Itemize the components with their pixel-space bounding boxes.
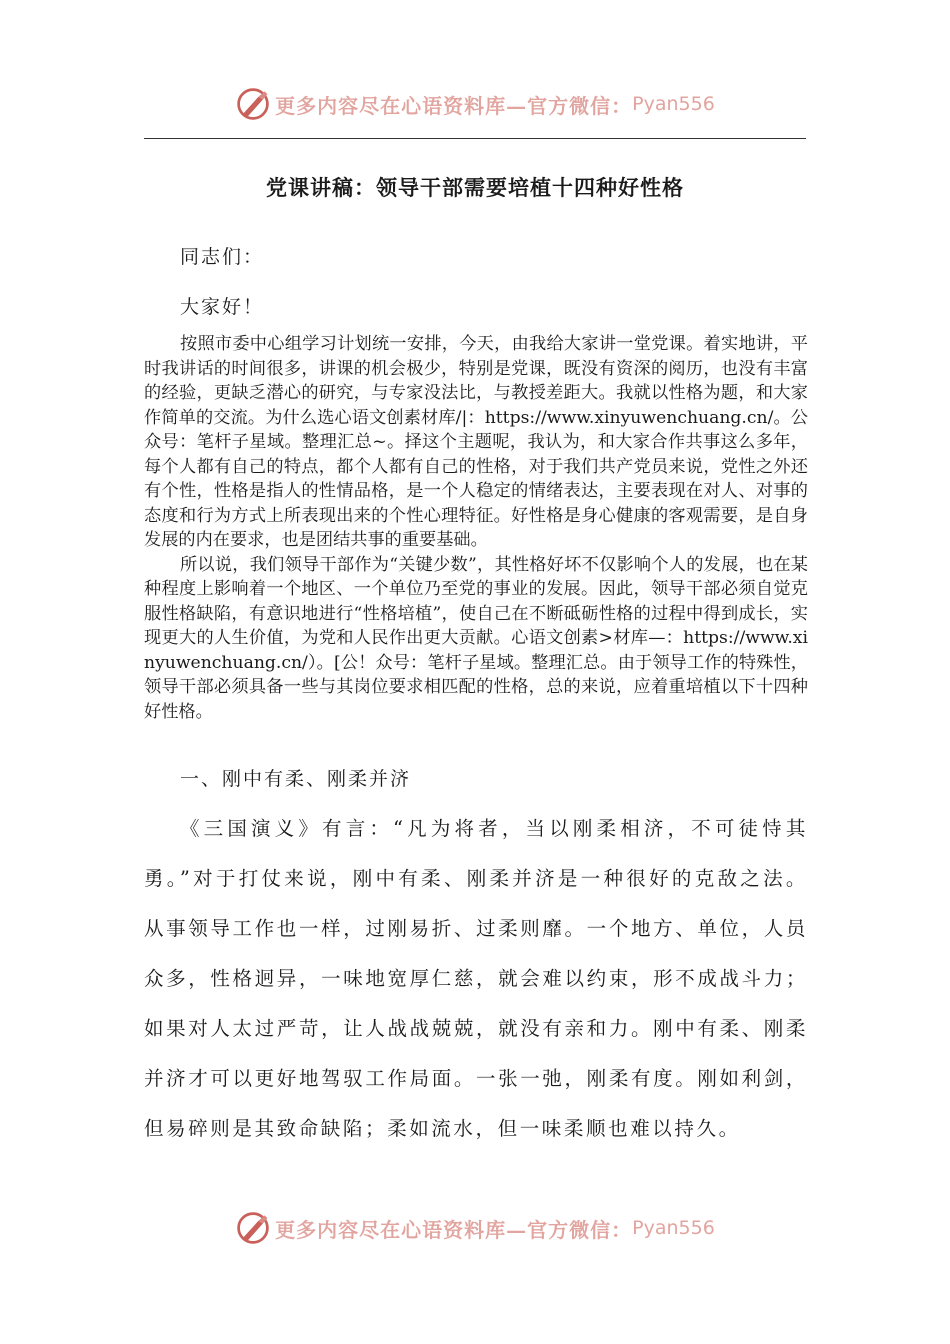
paragraph-1: 按照市委中心组学习计划统一安排，今天，由我给大家讲一堂党课。着实地讲，平时我讲话的时间很多，讲课的机会极少，特别是党课，既没有资深的阅历，也没有丰富的经验，更缺乏潜心的研究，与专家没法比，与教授差距大。我就以性格为题，和大家作简单的交流。为什么选心语文创素材库/|：https://www.xinyuwenchuang.cn/。公众号：笔杆子星域。整理汇总~。择这个主题呢，我认为，和大家合作共事这么多年，每个人都有自己的特点，都个人都有自己的性格，对于我们共产党员来说，党性之外还有个性，性格是指人的性情品格，是一个人稳定的情绪表达，主要表现在对人、对事的态度和行为方式上所表现出来的个性心理特征。好性格是身心健康的客观需要，是自身发展的内在要求，也是团结共事的重要基础。: [144, 334, 808, 550]
watermark-contact: Pyan556: [632, 1217, 715, 1239]
pen-nib-logo-icon: [235, 1210, 271, 1246]
footer-watermark: [0, 1206, 950, 1250]
header-divider: [144, 138, 806, 139]
paragraph-2: 所以说，我们领导干部作为“关键少数”，其性格好坏不仅影响个人的发展，也在某种程度上影响着一个地区、一个单位乃至党的事业的发展。因此，领导干部必须自觉克服性格缺陷，有意识地进行“性格培植”，使自己在不断砥砺性格的过程中得到成长，实现更大的人生价值，为党和人民作出更大贡献。心语文创素>材库—：https://www.xinyuwenchuang.cn/）。[公！众号：笔杆子星域。整理汇总。由于领导工作的特殊性，领导干部必须具备一些与其岗位要求相匹配的性格，总的来说，应着重培植以下十四种好性格。: [144, 554, 808, 722]
watermark-text: 更多内容尽在心语资料库—官方微信：: [275, 1217, 633, 1242]
pen-nib-logo-icon: [235, 86, 271, 122]
section-heading: 一、刚中有柔、刚柔并济: [180, 768, 412, 790]
body-text: [144, 332, 808, 724]
header-watermark: [0, 82, 950, 126]
watermark-contact: Pyan556: [632, 93, 715, 115]
section-body: 《三国演义》有言：“凡为将者，当以刚柔相济，不可徒恃其勇。”对于打仗来说，刚中有柔、刚柔并济是一种很好的克敌之法。从事领导工作也一样，过刚易折、过柔则靡。一个地方、单位，人员众多，性格迥异，一味地宽厚仁慈，就会难以约束，形不成战斗力；如果对人太过严苛，让人战战兢兢，就没有亲和力。刚中有柔、刚柔并济才可以更好地驾驭工作局面。一张一弛，刚柔有度。刚如利剑，但易碎则是其致命缺陷；柔如流水，但一味柔顺也难以持久。: [144, 817, 808, 1140]
greeting: 大家好！: [180, 296, 265, 318]
salutation: 同志们：: [180, 246, 265, 268]
document-title: 党课讲稿：领导干部需要培植十四种好性格: [266, 175, 684, 200]
watermark-text: 更多内容尽在心语资料库—官方微信：: [275, 93, 633, 118]
